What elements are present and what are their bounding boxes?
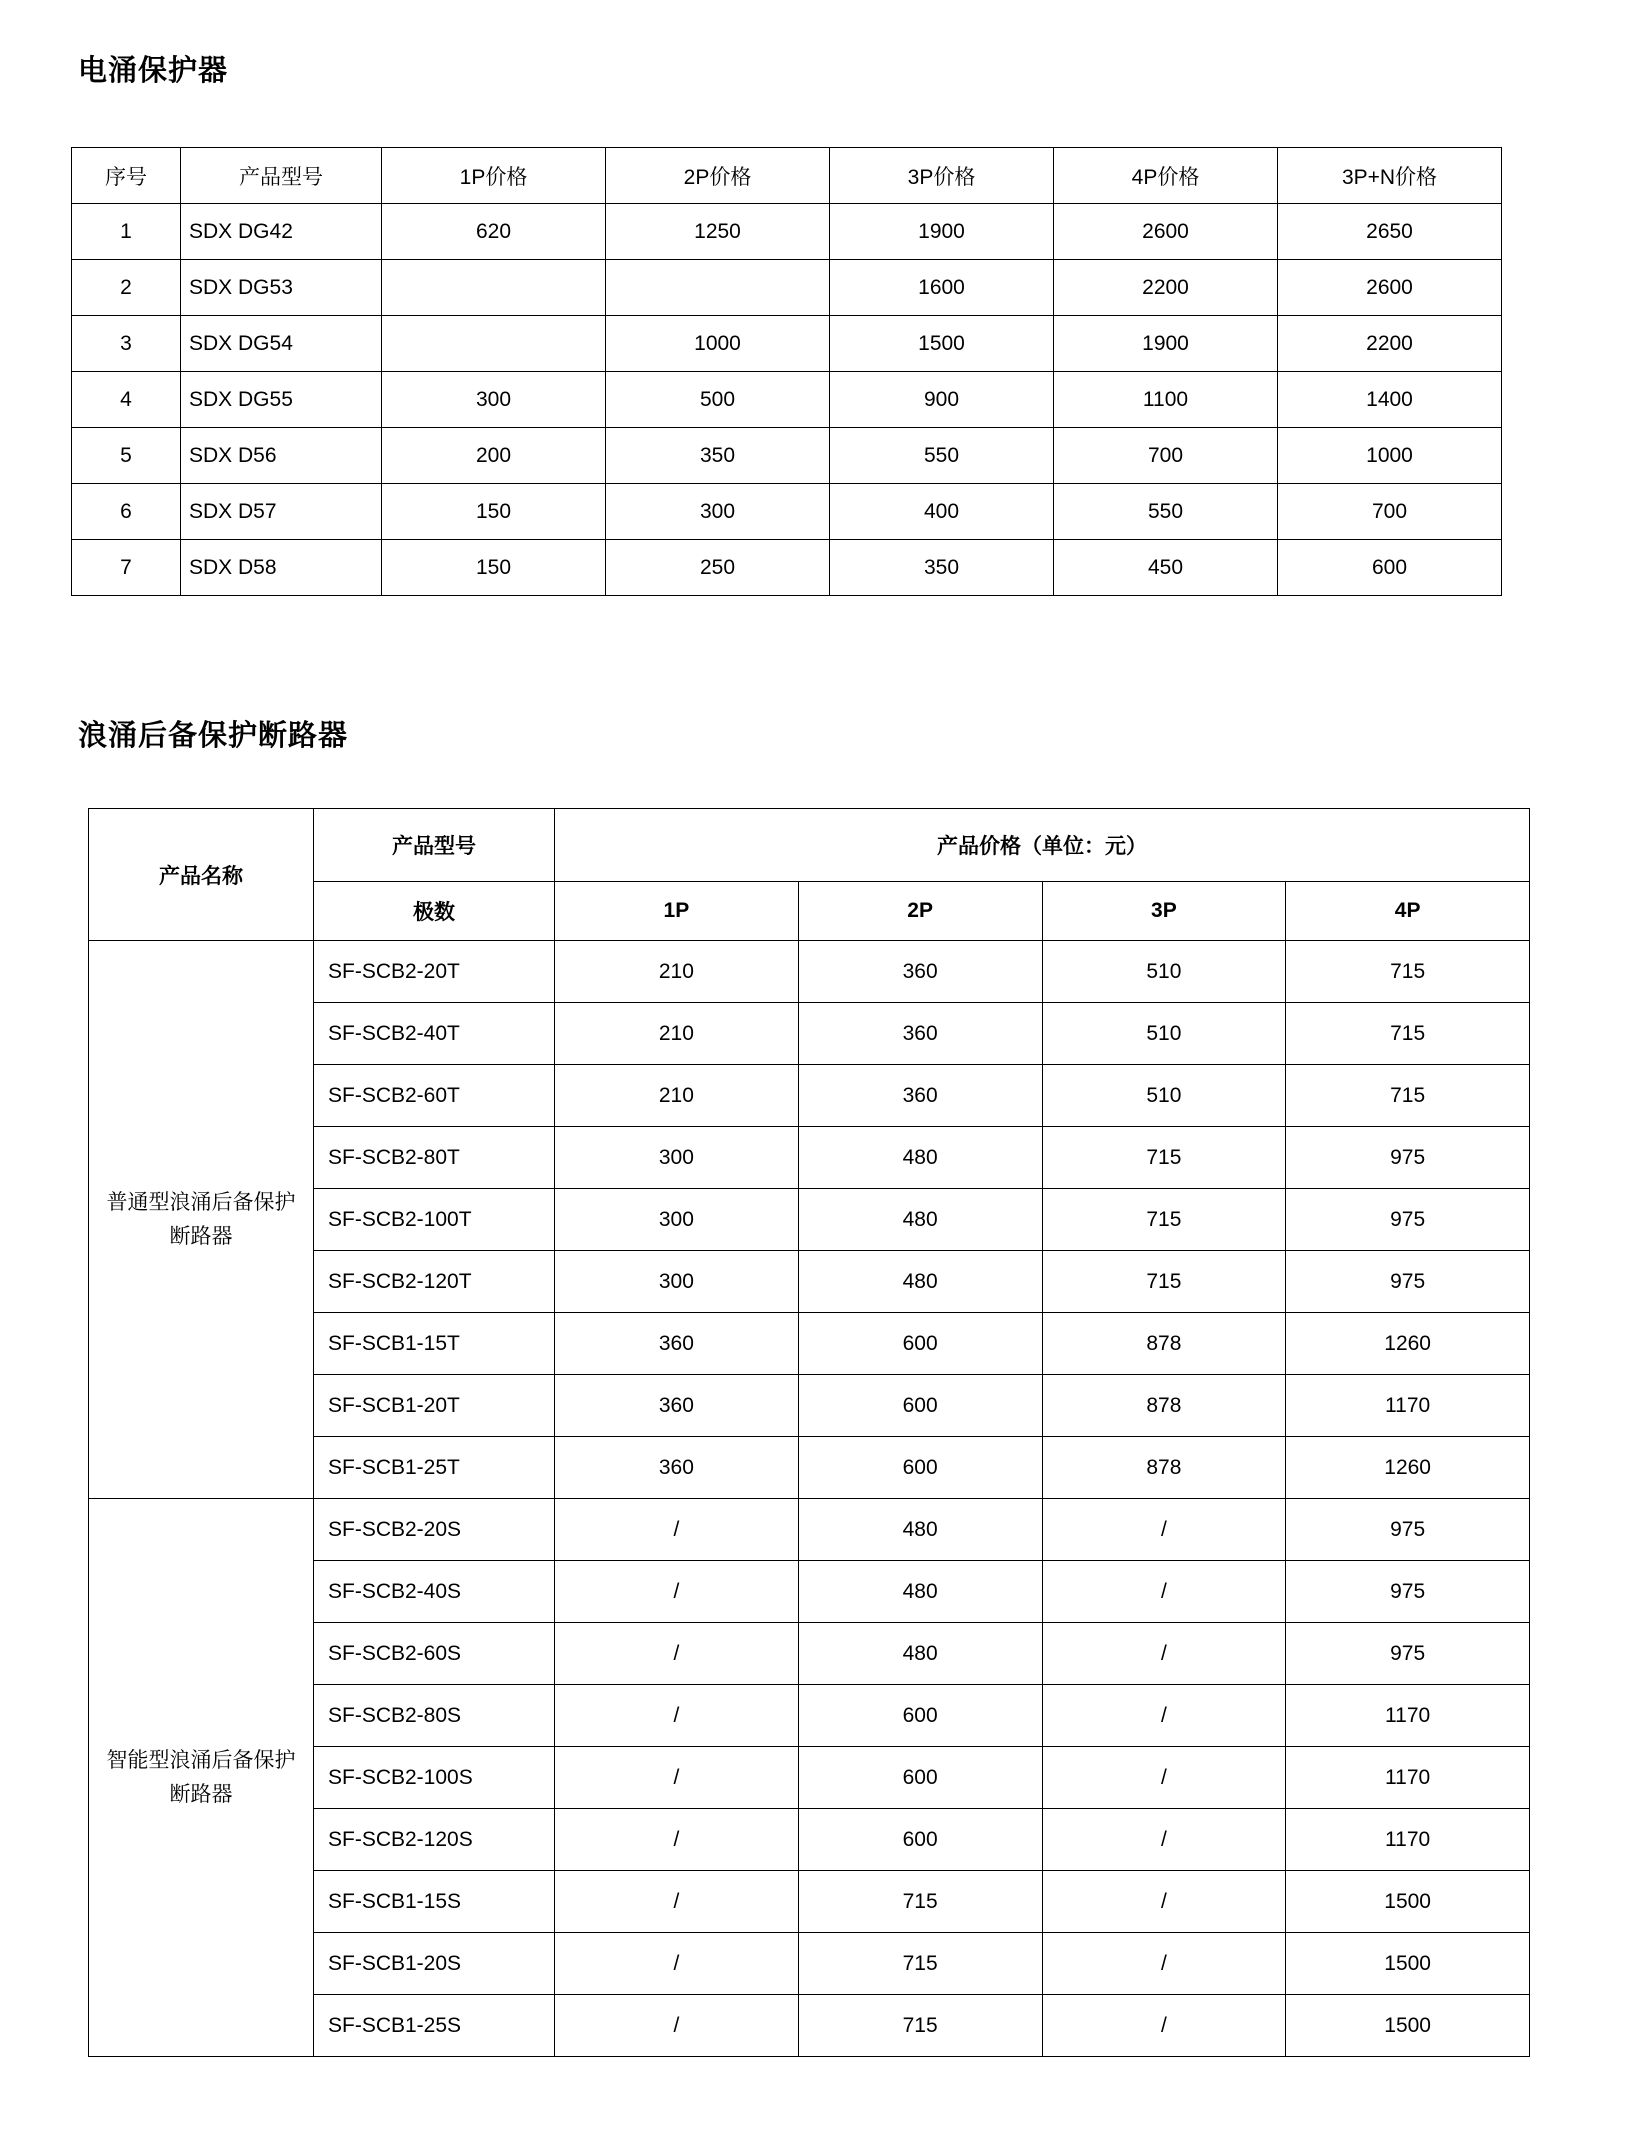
- cell-price-3pn: 1400: [1278, 372, 1502, 428]
- cell-price-1p: 300: [555, 1189, 799, 1251]
- cell-price-3pn: 700: [1278, 484, 1502, 540]
- cell-model: SF-SCB2-60T: [314, 1065, 555, 1127]
- cell-price-1p: 200: [382, 428, 606, 484]
- table-row: [72, 260, 1502, 316]
- header-cell-poles: 极数: [314, 882, 555, 941]
- table-row: [72, 540, 1502, 596]
- cell-model: SF-SCB2-40T: [314, 1003, 555, 1065]
- cell-price-3p: 878: [1042, 1437, 1286, 1499]
- header-cell-price-group: 产品价格（单位：元）: [555, 809, 1530, 882]
- cell-price-3pn: 1000: [1278, 428, 1502, 484]
- cell-price-2p: 600: [798, 1685, 1042, 1747]
- cell-price-3p: 1500: [830, 316, 1054, 372]
- cell-price-2p: 1000: [606, 316, 830, 372]
- cell-price-3pn: 2650: [1278, 204, 1502, 260]
- cell-price-3p: /: [1042, 1871, 1286, 1933]
- cell-index: 6: [72, 484, 181, 540]
- cell-price-4p: 2600: [1054, 204, 1278, 260]
- cell-price-2p: 360: [798, 1003, 1042, 1065]
- cell-model: SF-SCB1-20S: [314, 1933, 555, 1995]
- cell-price-3p: 350: [830, 540, 1054, 596]
- cell-price-2p: 360: [798, 941, 1042, 1003]
- cell-price-2p: 350: [606, 428, 830, 484]
- cell-price-2p: 715: [798, 1871, 1042, 1933]
- cell-price-2p: 715: [798, 1933, 1042, 1995]
- header-cell-1p: 1P: [555, 882, 799, 941]
- cell-model: SDX D57: [181, 484, 382, 540]
- cell-model: SF-SCB2-120S: [314, 1809, 555, 1871]
- cell-price-4p: 2200: [1054, 260, 1278, 316]
- cell-price-4p: 450: [1054, 540, 1278, 596]
- cell-price-1p: /: [555, 1871, 799, 1933]
- cell-price-3p: 900: [830, 372, 1054, 428]
- cell-model: SDX DG54: [181, 316, 382, 372]
- cell-price-2p: 480: [798, 1251, 1042, 1313]
- table-row: [89, 1499, 1530, 1561]
- cell-price-4p: 1170: [1286, 1375, 1530, 1437]
- cell-price-4p: 1170: [1286, 1809, 1530, 1871]
- cell-price-4p: 715: [1286, 1003, 1530, 1065]
- cell-price-4p: 1500: [1286, 1933, 1530, 1995]
- cell-price-1p: /: [555, 1561, 799, 1623]
- cell-price-2p: 480: [798, 1561, 1042, 1623]
- cell-price-1p: 210: [555, 941, 799, 1003]
- cell-price-2p: 600: [798, 1313, 1042, 1375]
- cell-price-3p: 1600: [830, 260, 1054, 316]
- cell-price-2p: 1250: [606, 204, 830, 260]
- table-header-row-group: [89, 809, 1530, 882]
- cell-price-4p: 1260: [1286, 1313, 1530, 1375]
- cell-price-1p: 360: [555, 1375, 799, 1437]
- cell-model: SF-SCB1-25S: [314, 1995, 555, 2057]
- cell-price-4p: 1100: [1054, 372, 1278, 428]
- cell-price-4p: 1170: [1286, 1685, 1530, 1747]
- cell-price-2p: 715: [798, 1995, 1042, 2057]
- cell-price-4p: 715: [1286, 1065, 1530, 1127]
- group-name-smart: 智能型浪涌后备保护断路器: [89, 1499, 314, 2057]
- cell-model: SF-SCB1-25T: [314, 1437, 555, 1499]
- cell-price-4p: 1170: [1286, 1747, 1530, 1809]
- cell-price-1p: /: [555, 1499, 799, 1561]
- header-cell-3p: 3P: [1042, 882, 1286, 941]
- header-cell-3p: 3P价格: [830, 148, 1054, 204]
- cell-price-4p: 715: [1286, 941, 1530, 1003]
- cell-price-4p: 975: [1286, 1251, 1530, 1313]
- cell-price-4p: 550: [1054, 484, 1278, 540]
- cell-price-4p: 975: [1286, 1189, 1530, 1251]
- cell-index: 5: [72, 428, 181, 484]
- table-row: [72, 484, 1502, 540]
- cell-model: SF-SCB2-60S: [314, 1623, 555, 1685]
- header-cell-model: 产品型号: [181, 148, 382, 204]
- cell-model: SDX D58: [181, 540, 382, 596]
- cell-price-3p: /: [1042, 1685, 1286, 1747]
- cell-price-3pn: 2200: [1278, 316, 1502, 372]
- cell-price-3p: /: [1042, 1623, 1286, 1685]
- cell-index: 3: [72, 316, 181, 372]
- cell-price-2p: 600: [798, 1437, 1042, 1499]
- cell-price-4p: 1500: [1286, 1995, 1530, 2057]
- cell-model: SDX DG53: [181, 260, 382, 316]
- cell-price-1p: 360: [555, 1313, 799, 1375]
- cell-price-4p: 975: [1286, 1127, 1530, 1189]
- cell-price-1p: [382, 260, 606, 316]
- cell-price-2p: 360: [798, 1065, 1042, 1127]
- cell-price-1p: 300: [382, 372, 606, 428]
- cell-price-4p: 1900: [1054, 316, 1278, 372]
- cell-price-4p: 975: [1286, 1623, 1530, 1685]
- cell-price-2p: 300: [606, 484, 830, 540]
- cell-model: SF-SCB2-100T: [314, 1189, 555, 1251]
- cell-price-1p: /: [555, 1933, 799, 1995]
- cell-model: SF-SCB2-100S: [314, 1747, 555, 1809]
- backup-breaker-price-table: [88, 808, 1530, 2057]
- header-cell-4p: 4P: [1286, 882, 1530, 941]
- table-header-row: [72, 148, 1502, 204]
- cell-price-1p: /: [555, 1995, 799, 2057]
- table-row: [72, 204, 1502, 260]
- table-row: [89, 941, 1530, 1003]
- cell-price-1p: [382, 316, 606, 372]
- cell-price-3p: 400: [830, 484, 1054, 540]
- header-cell-product-name: 产品名称: [89, 809, 314, 941]
- header-cell-2p: 2P价格: [606, 148, 830, 204]
- cell-price-3p: /: [1042, 1561, 1286, 1623]
- header-cell-index: 序号: [72, 148, 181, 204]
- cell-model: SF-SCB2-80S: [314, 1685, 555, 1747]
- spd-table-body: [72, 148, 1502, 596]
- cell-price-1p: 300: [555, 1127, 799, 1189]
- cell-model: SF-SCB1-20T: [314, 1375, 555, 1437]
- header-cell-product-model: 产品型号: [314, 809, 555, 882]
- cell-model: SF-SCB2-20T: [314, 941, 555, 1003]
- cell-price-4p: 1260: [1286, 1437, 1530, 1499]
- cell-price-2p: 600: [798, 1375, 1042, 1437]
- cell-price-3p: 878: [1042, 1313, 1286, 1375]
- cell-index: 1: [72, 204, 181, 260]
- cell-price-3p: /: [1042, 1995, 1286, 2057]
- cell-price-2p: 480: [798, 1189, 1042, 1251]
- cell-price-4p: 700: [1054, 428, 1278, 484]
- backup-breaker-table-body: [89, 809, 1530, 2057]
- cell-price-4p: 975: [1286, 1499, 1530, 1561]
- cell-model: SDX DG42: [181, 204, 382, 260]
- cell-price-3p: /: [1042, 1933, 1286, 1995]
- spd-price-table: [71, 147, 1502, 596]
- cell-price-2p: 480: [798, 1623, 1042, 1685]
- cell-price-1p: 300: [555, 1251, 799, 1313]
- header-cell-4p: 4P价格: [1054, 148, 1278, 204]
- group-name-standard: 普通型浪涌后备保护断路器: [89, 941, 314, 1499]
- header-cell-1p: 1P价格: [382, 148, 606, 204]
- cell-price-1p: 210: [555, 1065, 799, 1127]
- table-row: [72, 428, 1502, 484]
- header-cell-2p: 2P: [798, 882, 1042, 941]
- cell-price-2p: 250: [606, 540, 830, 596]
- cell-model: SF-SCB1-15T: [314, 1313, 555, 1375]
- cell-index: 4: [72, 372, 181, 428]
- cell-price-1p: 620: [382, 204, 606, 260]
- cell-price-3p: 550: [830, 428, 1054, 484]
- cell-price-3p: 715: [1042, 1127, 1286, 1189]
- header-cell-3pn: 3P+N价格: [1278, 148, 1502, 204]
- cell-price-3p: 1900: [830, 204, 1054, 260]
- cell-model: SDX D56: [181, 428, 382, 484]
- cell-price-2p: 480: [798, 1127, 1042, 1189]
- section-title-backup-breaker: 浪涌后备保护断路器: [78, 720, 349, 752]
- cell-price-4p: 975: [1286, 1561, 1530, 1623]
- table-row: [72, 372, 1502, 428]
- cell-index: 7: [72, 540, 181, 596]
- cell-model: SF-SCB2-40S: [314, 1561, 555, 1623]
- cell-price-3p: 510: [1042, 1003, 1286, 1065]
- cell-price-1p: 360: [555, 1437, 799, 1499]
- cell-price-3p: /: [1042, 1499, 1286, 1561]
- cell-price-2p: 480: [798, 1499, 1042, 1561]
- cell-price-3p: 510: [1042, 941, 1286, 1003]
- cell-price-1p: /: [555, 1747, 799, 1809]
- cell-price-3p: 510: [1042, 1065, 1286, 1127]
- cell-price-1p: /: [555, 1809, 799, 1871]
- cell-model: SF-SCB2-20S: [314, 1499, 555, 1561]
- cell-price-2p: 600: [798, 1809, 1042, 1871]
- cell-price-3pn: 600: [1278, 540, 1502, 596]
- cell-price-3p: /: [1042, 1747, 1286, 1809]
- cell-price-1p: /: [555, 1623, 799, 1685]
- cell-price-2p: 600: [798, 1747, 1042, 1809]
- cell-price-3p: /: [1042, 1809, 1286, 1871]
- cell-price-2p: [606, 260, 830, 316]
- table-row: [72, 316, 1502, 372]
- cell-model: SF-SCB2-120T: [314, 1251, 555, 1313]
- cell-price-1p: 150: [382, 484, 606, 540]
- cell-model: SDX DG55: [181, 372, 382, 428]
- cell-price-2p: 500: [606, 372, 830, 428]
- cell-price-1p: 150: [382, 540, 606, 596]
- cell-model: SF-SCB2-80T: [314, 1127, 555, 1189]
- cell-price-3p: 878: [1042, 1375, 1286, 1437]
- cell-price-1p: 210: [555, 1003, 799, 1065]
- cell-price-1p: /: [555, 1685, 799, 1747]
- section-title-spd: 电涌保护器: [78, 55, 229, 87]
- cell-price-3p: 715: [1042, 1251, 1286, 1313]
- cell-price-3p: 715: [1042, 1189, 1286, 1251]
- cell-model: SF-SCB1-15S: [314, 1871, 555, 1933]
- cell-price-3pn: 2600: [1278, 260, 1502, 316]
- cell-price-4p: 1500: [1286, 1871, 1530, 1933]
- cell-index: 2: [72, 260, 181, 316]
